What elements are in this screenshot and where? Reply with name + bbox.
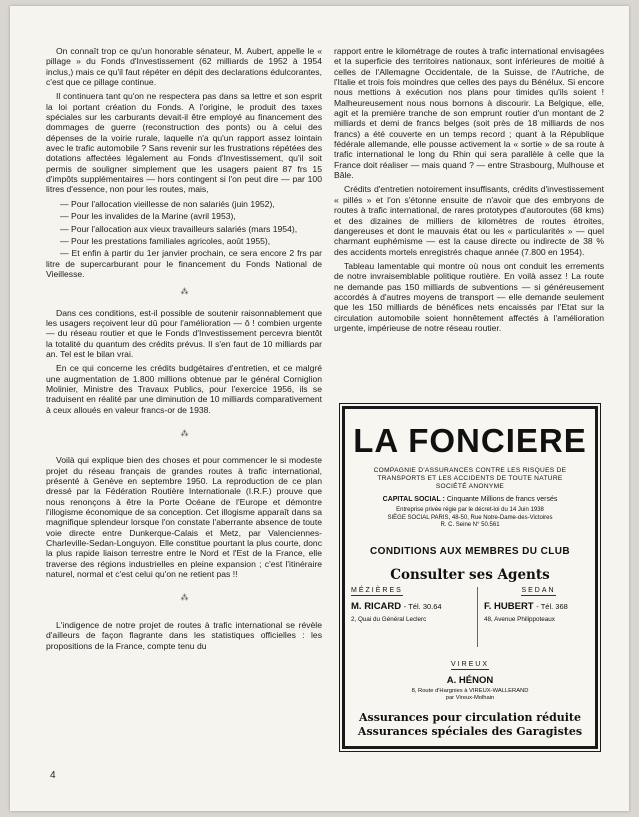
paragraph: On connaît trop ce qu'un honorable sénateur, M. Aubert, appelle le « pillage » du Fonds d'Investissement (62 milliards de 1952 à 1954 inclus,) mais ce qu'il faut répéter en dépit des declarations édulcorantes, c'est que ce pillage continue. — [46, 46, 322, 88]
agent-address: 2, Quai du Général Leclerc — [351, 615, 427, 623]
agent-name: A. HÉNON — [446, 674, 494, 686]
agent-address: 48, Avenue Philippoteaux — [484, 615, 555, 623]
list-item: — Pour les invalides de la Marine (avril 1953), — [60, 211, 236, 222]
paragraph: Tableau lamentable qui montre où nous ont conduit les errements de notre invraisemblable politique routière. En voilà assez ! La route ne demande pas 150 milliards de subventions — si généreusement accordés à d'autres moyens de transport — elle demande seulement que les 150 milliards de bénéfices nets encaissés par l'Etat sur la circulation automobile soient honnêtement affectés à l'amélioration urgente, impérieuse de notre réseau routier. — [334, 260, 604, 333]
agent-town: MÉZIÈRES — [351, 586, 403, 594]
ad-legal-info — [345, 507, 595, 530]
ad-title: LA FONCIERE — [353, 422, 587, 459]
agent-vireux — [345, 653, 595, 702]
agent-name: F. HUBERT — [484, 600, 534, 612]
ad-conditions: CONDITIONS AUX MEMBRES DU CLUB — [370, 545, 570, 557]
capital-label: CAPITAL SOCIAL : — [382, 496, 445, 503]
ad-slogans — [345, 711, 595, 738]
section-separator: ⁂ — [180, 429, 188, 438]
ad-slogan: Assurances pour circulation réduite — [358, 711, 582, 725]
agent-address: par Vireux-Molhain — [445, 694, 495, 701]
agent-mezieres — [351, 587, 469, 623]
agent-name-line — [351, 601, 469, 612]
list-item: — Pour l'allocation vieillesse de non salariés (juin 1952), — [60, 198, 275, 209]
capital-value: Cinquante Millions de francs versés — [446, 496, 558, 503]
ad-consult: Consulter ses Agents — [390, 566, 550, 583]
legal-line: Entreprise privée régie par le décret-loi du 14 Juin 1938 — [396, 507, 544, 513]
legal-line: R. C. Seine N° 50.561 — [440, 522, 500, 529]
agent-phone: - Tél. 30.64 — [403, 601, 442, 611]
insurance-advertisement — [342, 406, 598, 749]
ad-capital — [345, 496, 595, 503]
paragraph: Voilà qui explique bien des choses et pour commencer le si modeste projet du réseau français de grandes routes à trafic international, présenté à Genève en septembre 1950. La reproduction de ce plan dressé par la Fédération Routière Internationale (I.R.F.) prouve que nous renonçons à être la Porte Océane de l'Europe et démontre l'illogisme économique de sa conception. Cet illogisme apparaît dans sa magnifique splendeur lorsque l'on constate l'aberrante absence de toute voie directe entre Dunkerque-Calais et Metz, par Valenciennes-Charleville-Sedan-Longuyon. Elle constitue pourtant la plus courte, donc la plus rapide liaison terrestre entre le Nord et l'Est de la France, elle traverse des régions industrielles en pleine expansion ; c'est l'itinéraire naturel, normal et c'est celui qu'on ne retient pas !! — [46, 455, 322, 580]
agents-list — [345, 587, 595, 657]
agent-town: SEDAN — [521, 586, 556, 594]
list-item: — Pour l'allocation aux vieux travailleurs salariés (mars 1954), — [60, 223, 298, 234]
paragraph: Il continuera tant qu'on ne respectera pas dans sa lettre et son esprit la loi portant création du Fonds. A l'origine, le produit des taxes spéciales sur les carburants devait-il être employé au financement des dommages de guerre (reconstruction des ponts) ou à celui des dépenses de la voirie rurale, laquelle n'a qu'un rapport assez lointain avec le trafic automobile ? Sans revenir sur les frustrations répétées des dotations affectées légalement au Fonds d'Investissement, qu'il soit permis de souligner simplement que les usagers paient 87 frs 15 d'impôts supplémentaires — hors contingent si l'on peut dire — par 100 litres d'essence, non pour les routes, mais, — [46, 91, 322, 195]
legal-line: SIÈGE SOCIAL PARIS, 48-50, Rue Notre-Dame-des-Victoires — [387, 514, 553, 521]
agent-name: M. RICARD — [351, 600, 402, 612]
paragraph: rapport entre le kilométrage de routes à trafic international envisagées et la superficie des territoires nationaux, sont inférieures de moitié à celles de l'Allemagne Occidentale, de la Suisse, de l'Autriche, de l'Italie et trois fois moindres que celles des pays du Bénélux. Si encore nous mettions à exécution nos plans pour timides qu'ils soient ! Malheureusement nous nous bornons à discourir. La Belgique, elle, agit et la première tranche de son emprunt routier d'un montant de 2 milliards et demi de francs belges (soit près de 18 milliards de nos francs) a été couverte en un temps record ; quant à la République fédérale allemande, elle pousse activement la « sortie » de sa route à trafic international le long du Rhin qui sera parallèle à celle que la France doit réaliser — mais quand ? — entre Strasbourg, Mulhouse et Bâle. — [334, 46, 604, 181]
section-separator: ⁂ — [180, 287, 188, 297]
ad-subtitle: COMPAGNIE D'ASSURANCES CONTRE LES RISQUES DE TRANSPORTS ET LES ACCIDENTS DE TOUTE NATURE SOCIÉTÉ ANONYME — [373, 467, 567, 490]
paragraph: En ce qui concerne les crédits budgétaires d'entretien, et ce malgré une augmentation de 1.800 millions obtenue par le général Corniglion Molinier, Ministre des Travaux Publics, pour l'exercice 1956, ils se traduisent en réalité par une diminution de 10 milliards comparativement à ceux alloués en valeur francs-or de 1938. — [46, 363, 322, 415]
agent-phone: - Tél. 368 — [536, 601, 568, 611]
left-column — [46, 46, 322, 655]
paragraph: Dans ces conditions, est-il possible de soutenir raisonnablement que les usagers reçoivent leur dû pour l'amélioration — ô ! combien urgente — du réseau routier et que le Fonds d'Investissement percevra bientôt la totalité du quantum des crédits prévus. Il s'en faut de 10 milliards par an. Tel est le bilan vrai. — [46, 307, 322, 359]
agent-name-line — [484, 601, 593, 612]
right-column — [334, 46, 604, 337]
section-separator: ⁂ — [180, 593, 188, 603]
ad-slogan: Assurances spéciales des Garagistes — [357, 724, 583, 738]
list-item: — Et enfin à partir du 1er janvier prochain, ce sera encore 2 frs par litre de supercarburant pour le financement du Fonds National de Vieillesse. — [46, 248, 322, 279]
agent-address: 8, Route d'Hargnies à VIREUX-WALLERAND — [411, 687, 529, 694]
agent-town: VIREUX — [450, 660, 490, 668]
paragraph: L'indigence de notre projet de routes à trafic international se révèle d'ailleurs de façon flagrante dans les statistiques officielles : les propositions de la France, compte tenu du — [46, 619, 322, 651]
list-item: — Pour les prestations familiales agricoles, août 1955), — [60, 235, 271, 246]
page-number: 4 — [50, 770, 56, 781]
paragraph: Crédits d'entretien notoirement insuffisants, crédits d'investissement « pillés » et l'on s'étonne ensuite de n'avoir que des embryons de routes à trafic international, de rares prototypes d'autoroutes (68 kms) et des dizaines de milliers de kilomètres de routes étroites, dangereuses et dont le mauvais état ou les « particularités » — quel charmant euphémisme — est la cause directe ou indirecte de 38 % des accidents mortels enregistrés chaque année (7.800 en 1954). — [334, 184, 604, 257]
document-page — [10, 6, 629, 811]
agent-sedan — [477, 587, 593, 647]
